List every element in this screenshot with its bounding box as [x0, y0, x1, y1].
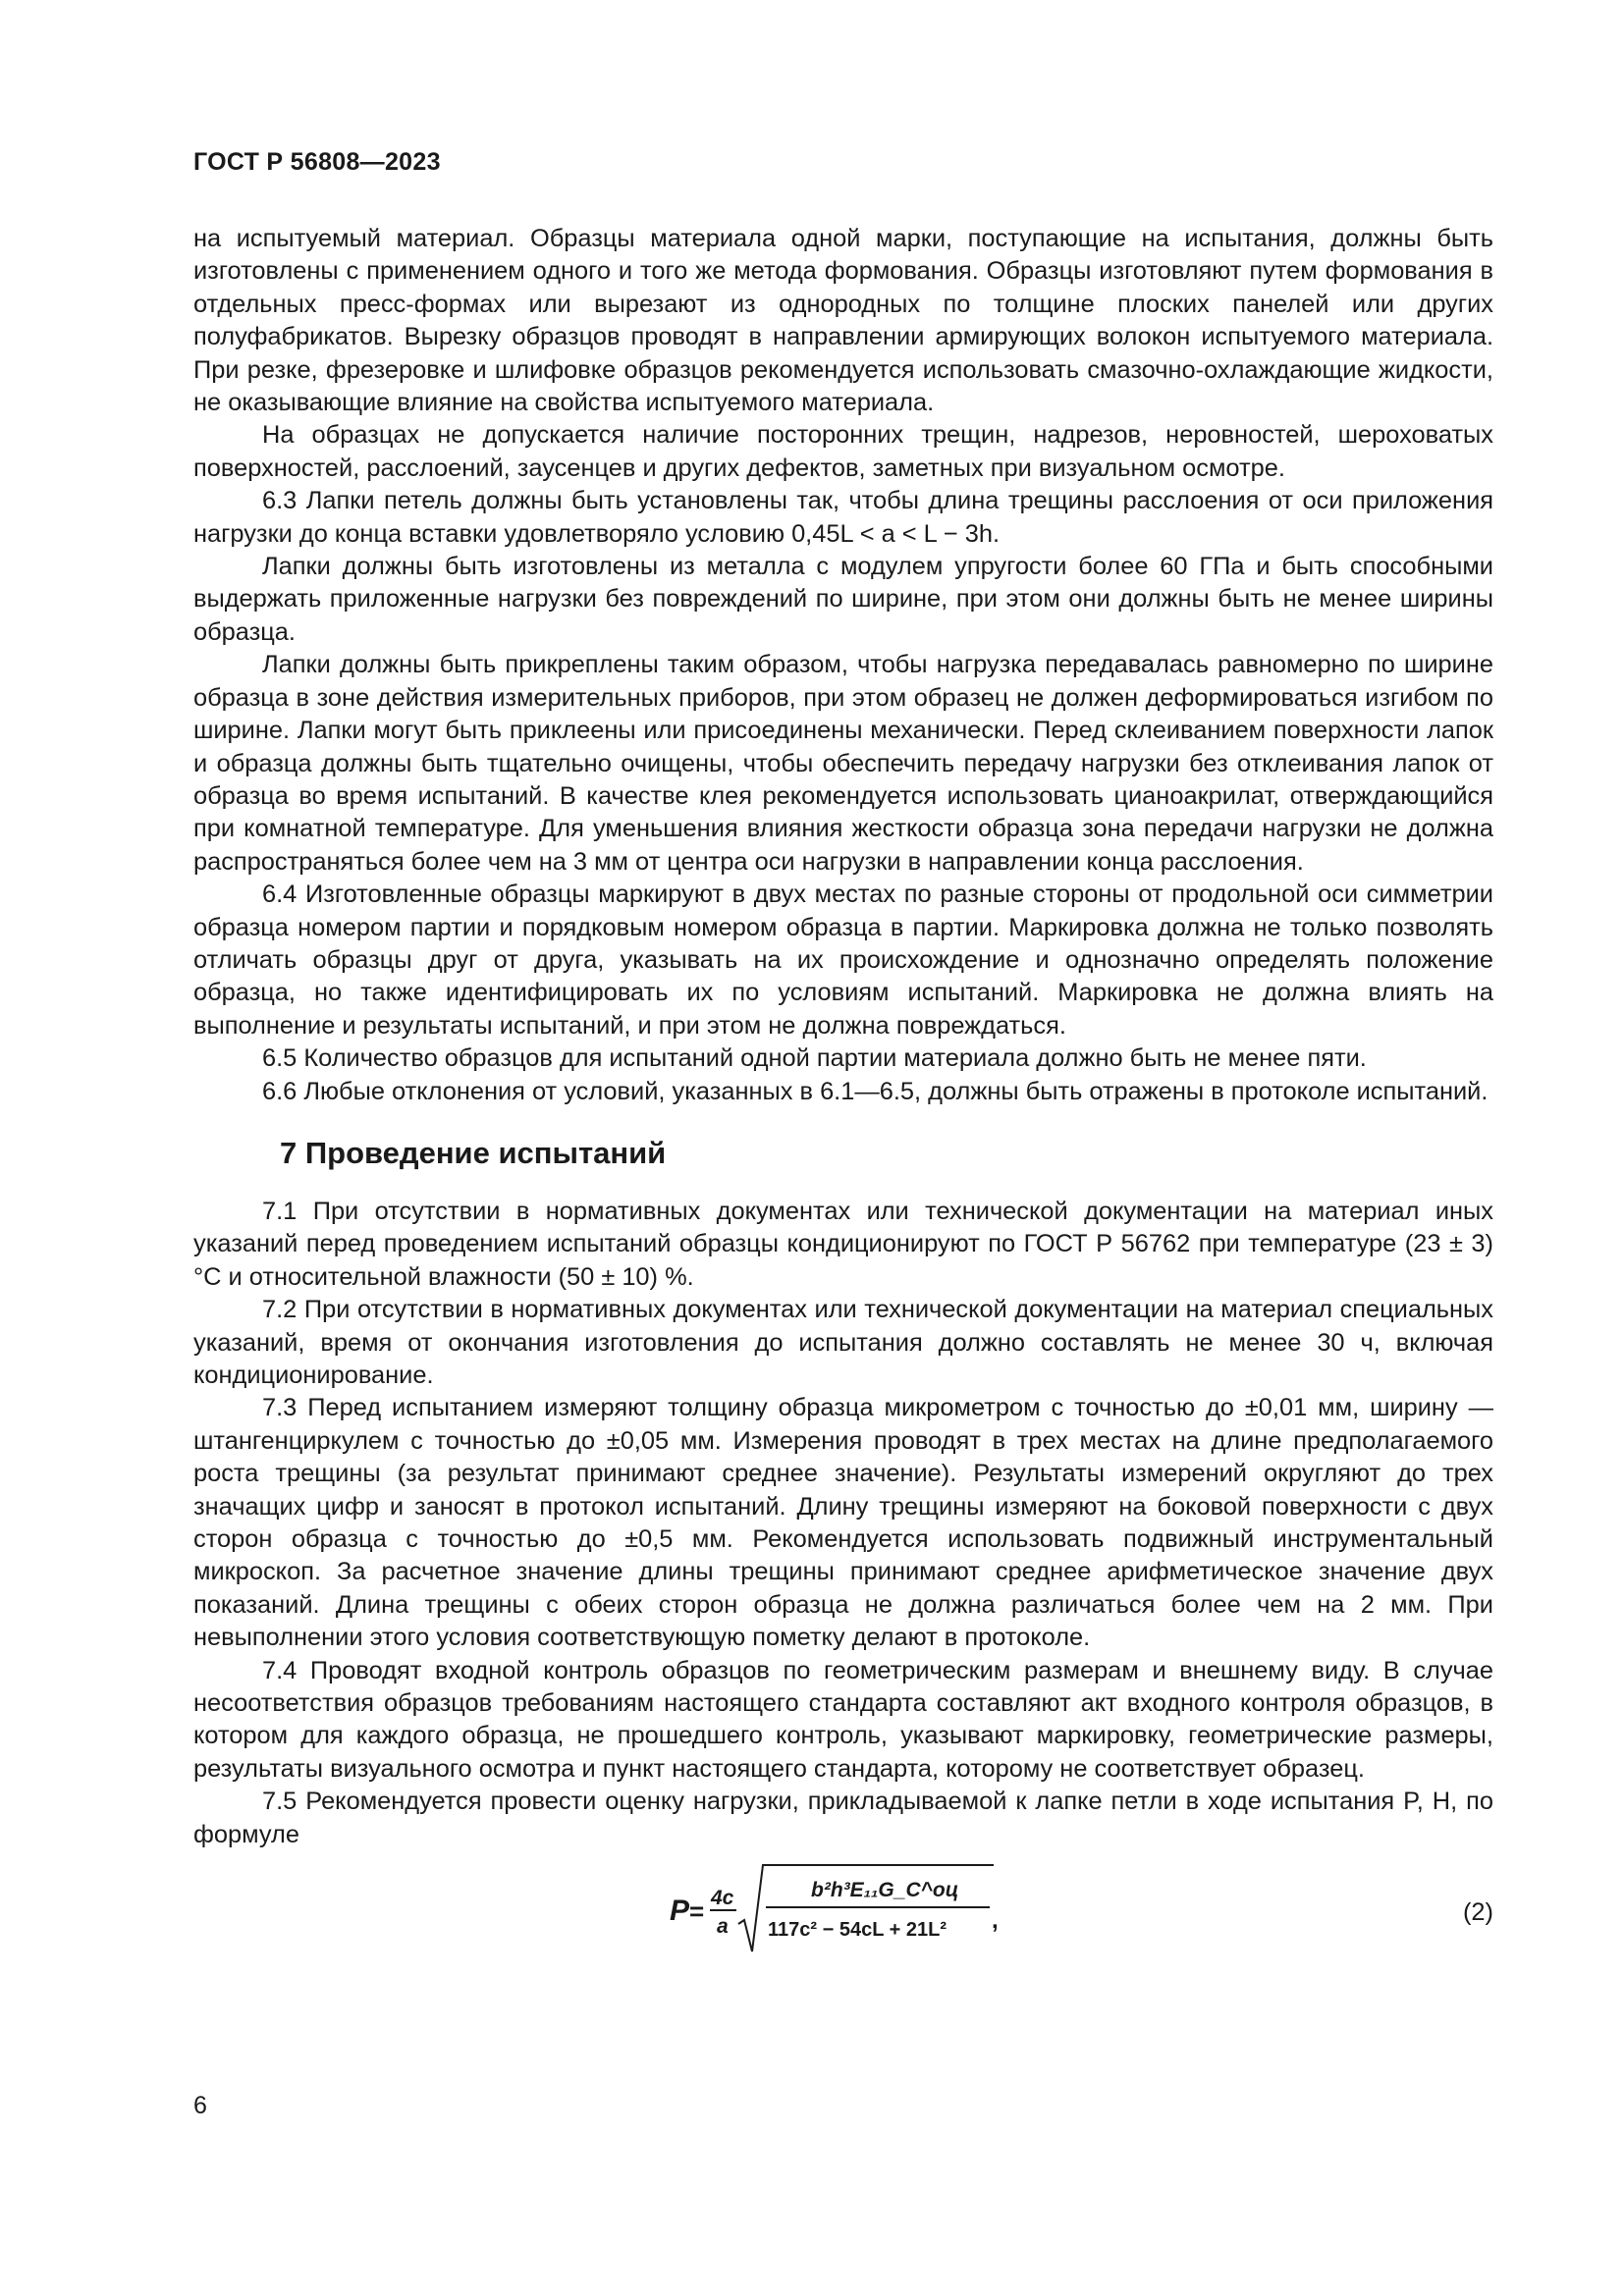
- paragraph-tabs-attachment: Лапки должны быть прикреплены таким образом, чтобы нагрузка передавалась равномерно по ширине образца в зоне действия измерительных приборов, при этом образец не должен деформироваться изгибом по ширине. Лапки могут быть приклеены или присоединены механически. Перед склеиванием поверхности лапок и образца должны быть тщательно очищены, чтобы обеспечить передачу нагрузки без отклеивания лапок от образца во время испытаний. В качестве клея рекомендуется использовать цианоакрилат, отверждающийся при комнатной температуре. Для уменьшения влияния жесткости образца зона передачи нагрузки не должна распространяться более чем на 3 мм от центра оси нагрузки в направлении конца расслоения.: [193, 651, 1493, 876]
- section-7-title: 7 Проведение испытаний: [280, 1135, 667, 1170]
- formula-lhs: P: [670, 1895, 690, 1928]
- page-number: 6: [193, 2092, 207, 2119]
- formula-comma: ,: [992, 1907, 999, 1935]
- paragraph-7-5: 7.5 Рекомендуется провести оценку нагрузки, прикладываемой к лапке петли в ходе испытания P, Н, по формуле: [193, 1788, 1493, 1848]
- document-header: ГОСТ Р 56808—2023: [193, 148, 441, 176]
- paragraph-6-4: 6.4 Изготовленные образцы маркируют в двух местах по разные стороны от продольной оси симметрии образца номером партии и порядковым номером образца в партии. Маркировка должна не только позволять отличать образцы друг от друга, указывать на их происхождение и однозначно определять положение образца, но также идентифицировать их по условиям испытаний. Маркировка не должна влиять на выполнение и результаты испытаний, и при этом не должна повреждаться.: [193, 881, 1493, 1040]
- formula-equals: =: [689, 1896, 705, 1927]
- equation-number: (2): [1462, 1898, 1493, 1927]
- paragraph-6-5: 6.5 Количество образцов для испытаний одной партии материала должно быть не менее пяти.: [262, 1044, 1367, 1073]
- formula-row: [193, 1859, 1493, 1961]
- paragraph-continuation: на испытуемый материал. Образцы материала одной марки, поступающие на испытания, должны быть изготовлены с применением одного и того же метода формования. Образцы изготовляют путем формования в отдельных пресс-формах или вырезают из однородных по толщине плоских панелей или других полуфабрикатов. Вырезку образцов проводят в направлении армирующих волокон испытуемого материала. При резке, фрезеровке и шлифовке образцов рекомендуется использовать смазочно-охлаждающие жидкости, не оказывающие влияние на свойства испытуемого материала.: [193, 225, 1493, 417]
- formula-coef-numerator: 4c: [711, 1887, 734, 1910]
- formula-radicand-denominator: 117c² − 54cL + 21L²: [768, 1919, 947, 1942]
- paragraph-tabs-material: Лапки должны быть изготовлены из металла с модулем упругости более 60 ГПа и быть способными выдержать приложенные нагрузки без повреждений по ширине, при этом они должны быть не менее ширины образца.: [193, 553, 1493, 646]
- paragraph-7-4: 7.4 Проводят входной контроль образцов по геометрическим размерам и внешнему виду. В случае несоответствия образцов требованиям настоящего стандарта составляют акт входного контроля образцов, в котором для каждого образца, не прошедшего контроль, указывают маркировку, геометрические размеры, результаты визуального осмотра и пункт настоящего стандарта, которому не соответствует образец.: [193, 1656, 1493, 1783]
- formula-radicand-numerator: b²h³E₁₁G_C^оц: [811, 1879, 959, 1902]
- formula-coef-denominator: a: [717, 1915, 729, 1939]
- paragraph-7-2: 7.2 При отсутствии в нормативных документах или технической документации на материал специальных указаний, время от окончания изготовления до испытания должно составлять не менее 30 ч, включая кондиционирование.: [193, 1296, 1493, 1389]
- paragraph-7-1: 7.1 При отсутствии в нормативных документах или технической документации на материал иных указаний перед проведением испытаний образцы кондиционируют по ГОСТ Р 56762 при температуре (23 ± 3) °С и относительной влажности (50 ± 10) %.: [193, 1197, 1493, 1291]
- page-body: [193, 223, 1493, 1961]
- load-formula: [670, 1859, 1003, 1957]
- paragraph-6-6: 6.6 Любые отклонения от условий, указанных в 6.1—6.5, должны быть отражены в протоколе испытаний.: [262, 1077, 1489, 1105]
- paragraph-6-3: 6.3 Лапки петель должны быть установлены так, чтобы длина трещины расслоения от оси приложения нагрузки до конца вставки удовлетворяло условию 0,45L < a < L − 3h.: [193, 487, 1493, 548]
- paragraph-defects: На образцах не допускается наличие посторонних трещин, надрезов, неровностей, шероховатых поверхностей, расслоений, заусенцев и других дефектов, заметных при визуальном осмотре.: [193, 421, 1493, 482]
- paragraph-7-3: 7.3 Перед испытанием измеряют толщину образца микрометром с точностью до ±0,01 мм, ширину — штангенциркулем с точностью до ±0,05 мм. Измерения проводят в трех местах на длине предполагаемого роста трещины (за результат принимают среднее значение). Результаты измерений округляют до трех значащих цифр и заносят в протокол испытаний. Длину трещины измеряют на боковой поверхности с двух сторон образца с точностью до ±0,5 мм. Рекомендуется использовать подвижный инструментальный микроскоп. За расчетное значение длины трещины принимают среднее арифметическое значение двух показаний. Длина трещины с обеих сторон образца не должна различаться более чем на 2 мм. При невыполнении этого условия соответствующую пометку делают в протоколе.: [193, 1394, 1493, 1652]
